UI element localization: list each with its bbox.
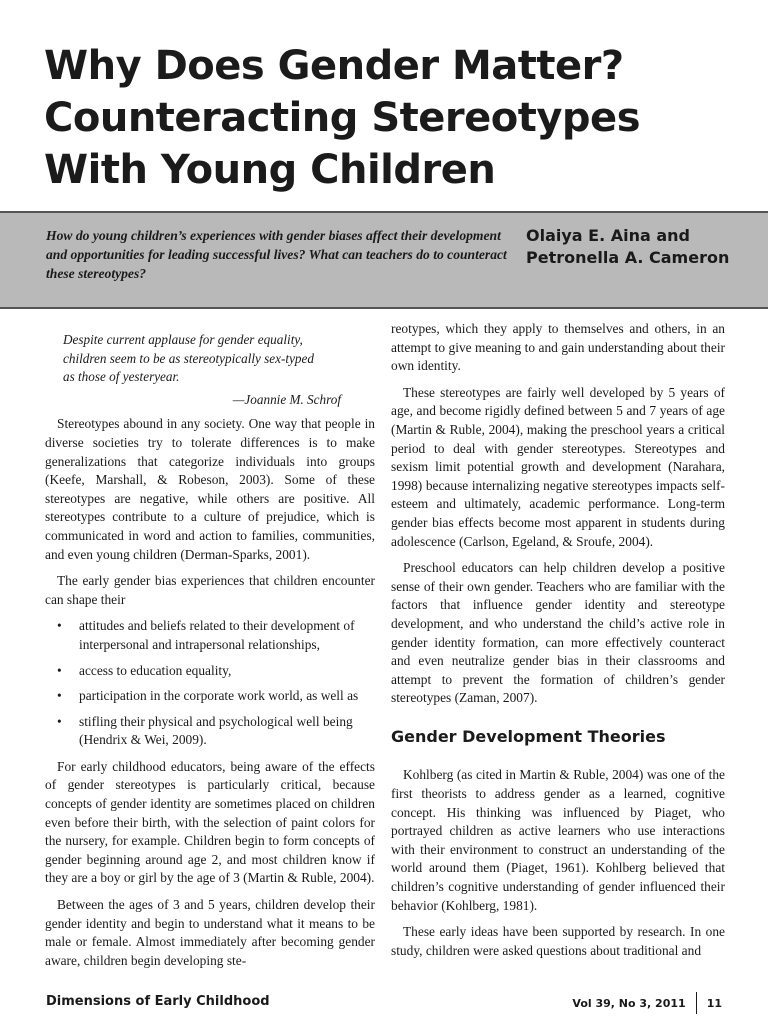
bullet-icon: • xyxy=(57,688,62,704)
page-number: 11 xyxy=(706,996,722,1010)
title-line-3: With Young Children xyxy=(44,147,496,193)
article-title xyxy=(44,40,744,196)
list-item: • attitudes and beliefs related to their development of interpersonal and intrapersonal relationships, xyxy=(57,618,355,652)
list-item: • participation in the corporate work world, as well as xyxy=(45,687,375,706)
left-paragraph-4: Between the ages of 3 and 5 years, children develop their gender identity and begin to understand what it means to be male or female. Almost immediately after becoming gender aware, children begin developing ste- xyxy=(45,897,375,968)
left-paragraph-1: Stereotypes abound in any society. One way that people in diverse societies try to tolerate differences is to make generalizations that categorize individuals into groups (Keefe, Marshall, & Robeson, 2003). Some of these stereotypes are negative, while others are positive. All stereotypes contribute to a culture of prejudice, which is communicated in word and action to families, communities, and even young children (Derman-Sparks, 2001). xyxy=(45,416,375,562)
title-line-2: Counteracting Stereotypes xyxy=(44,95,640,141)
right-paragraph-5: These early ideas have been supported by research. In one study, children were asked questions about traditional and xyxy=(391,924,725,958)
footer-issue-info xyxy=(572,992,722,1014)
section-heading: Gender Development Theories xyxy=(391,726,666,746)
bullet-icon: • xyxy=(57,662,62,678)
article-deck: How do young children’s experiences with gender biases affect their development and opportunities for leading successful lives? What can teachers do to counteract these stereotypes? xyxy=(46,228,507,281)
footer-journal: Dimensions of Early Childhood xyxy=(46,994,270,1009)
left-column xyxy=(45,331,375,978)
bullet-icon: • xyxy=(57,618,62,634)
bullet-icon: • xyxy=(57,713,62,729)
epigraph-attribution: —Joannie M. Schrof xyxy=(232,391,341,407)
list-item: • stifling their physical and psychological well being (Hendrix & Wei, 2009). xyxy=(57,713,353,748)
epigraph-line-2: children seem to be as stereotypically sex-typed xyxy=(63,350,314,366)
right-paragraph-3: Preschool educators can help children develop a positive sense of their own gender. Teachers who are familiar with the factors that influence gender identity and stereotype development, and who understand the child’s active role in gender identity formation, can more effectively counteract and even neutralize gender bias in their classrooms and attempt to prevent the formation of children’s gender stereotypes (Zaman, 2007). xyxy=(391,560,725,706)
epigraph-line-1: Despite current applause for gender equality, xyxy=(63,332,303,347)
left-paragraph-3: For early childhood educators, being aware of the effects of gender stereotypes is particularly critical, because concepts of gender identity are sometimes placed on children even before their birth, with the selection of paint colors for the nursery, for example. Children begin to form concepts of gender beginning around age 2, and most children know if they are a boy or girl by the age of 3 (Martin & Ruble, 2004). xyxy=(45,758,375,886)
footer-issue: Vol 39, No 3, 2011 xyxy=(572,996,686,1010)
right-column xyxy=(391,320,725,968)
right-paragraph-2: These stereotypes are fairly well developed by 5 years of age, and become rigidly defined between 5 and 7 years of age (Martin & Ruble, 2004), making the preschool years a critical period to deal with gender stereotypes. Stereotypes and sexism limit potential growth and development (Narahara, 1998) because internalizing negative stereotypes impacts self-esteem and ultimately, academic performance. Long-term gender bias effects become most apparent in students during adolescence (Carlson, Egeland, & Sroufe, 2004). xyxy=(391,384,725,549)
right-paragraph-4: Kohlberg (as cited in Martin & Ruble, 2004) was one of the first theorists to address gender as a learned, cognitive concept. His thinking was influenced by Piaget, who portrayed children as active learners who use interactions with their environment to construct an understanding of the world around them (Piaget, 1961). Kohlberg believed that children’s cognitive understanding of gender influenced their behavior (Kohlberg, 1981). xyxy=(391,767,725,913)
left-paragraph-2: The early gender bias experiences that children encounter can shape their xyxy=(45,573,375,607)
author-line-1: Olaiya E. Aina and xyxy=(526,226,691,245)
footer-divider xyxy=(696,992,697,1014)
epigraph xyxy=(63,331,375,387)
author-line-2: Petronella A. Cameron xyxy=(526,248,730,267)
list-item: • access to education equality, xyxy=(45,662,375,681)
bias-effects-list xyxy=(45,617,375,750)
epigraph-line-3: as those of yesteryear. xyxy=(63,369,180,385)
article-authors xyxy=(526,225,756,269)
title-line-1: Why Does Gender Matter? xyxy=(44,43,624,89)
right-paragraph-1: reotypes, which they apply to themselves and others, in an attempt to give meaning to and gain understanding about their own identity. xyxy=(391,321,725,374)
